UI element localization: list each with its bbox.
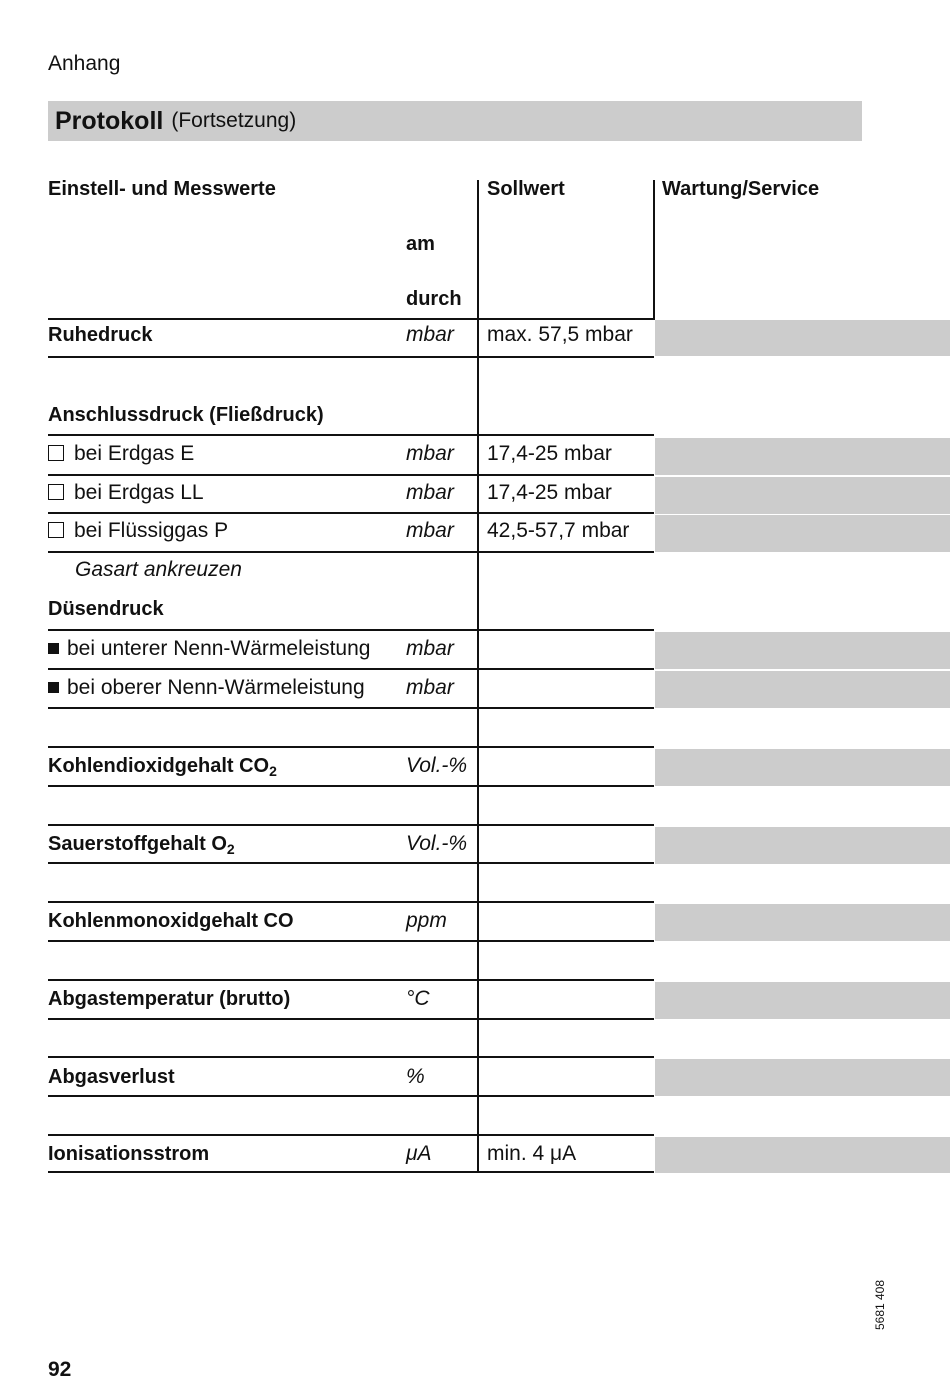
table-row — [0, 552, 950, 591]
row-label: Kohlenmonoxidgehalt CO — [48, 910, 294, 932]
service-entry-cell — [655, 632, 950, 669]
row-unit: μA — [406, 1142, 432, 1165]
table-row — [0, 475, 950, 514]
row-unit: Vol.-% — [406, 754, 468, 777]
table-row — [0, 1135, 950, 1173]
table-row — [0, 825, 950, 864]
row-target: min. 4 μA — [487, 1142, 577, 1165]
row-label: Abgastemperatur (brutto) — [48, 988, 291, 1010]
row-target: 42,5-57,7 mbar — [487, 519, 630, 542]
row-label: bei Erdgas E — [48, 442, 194, 466]
row-unit: mbar — [406, 519, 454, 542]
service-entry-cell — [655, 438, 950, 475]
table-row — [0, 902, 950, 941]
table-row — [0, 591, 950, 630]
row-label: Düsendruck — [48, 598, 164, 620]
checkbox-icon[interactable] — [48, 484, 64, 500]
table-row — [0, 436, 950, 475]
table-row — [0, 980, 950, 1019]
row-unit: mbar — [406, 637, 454, 660]
table-row — [0, 319, 950, 357]
row-label: bei oberer Nenn-Wärmeleistung — [48, 676, 365, 700]
row-label: Sauerstoffgehalt $O_2$ — [48, 833, 235, 857]
row-label: Ruhedruck — [48, 324, 153, 346]
service-entry-cell — [655, 477, 950, 514]
table-row — [0, 1057, 950, 1096]
row-label: Ionisationsstrom — [48, 1143, 210, 1165]
table-row — [0, 1019, 950, 1058]
row-target: 17,4-25 mbar — [487, 481, 612, 504]
row-label: Anschlussdruck (Fließdruck) — [48, 404, 324, 426]
row-unit: mbar — [406, 676, 454, 699]
table-row — [0, 630, 950, 669]
service-entry-cell — [655, 982, 950, 1019]
table-row — [0, 863, 950, 902]
row-unit: mbar — [406, 323, 454, 346]
header-service: Wartung/Service — [662, 178, 820, 200]
table-row — [0, 708, 950, 747]
service-entry-cell — [655, 320, 950, 356]
row-unit: ppm — [406, 909, 447, 932]
row-unit: mbar — [406, 481, 454, 504]
table-row — [0, 669, 950, 708]
checkbox-icon[interactable] — [48, 445, 64, 461]
header-target: Sollwert — [487, 178, 565, 200]
row-unit: Vol.-% — [406, 832, 468, 855]
checkbox-icon[interactable] — [48, 522, 64, 538]
page-number: 92 — [48, 1358, 72, 1381]
service-entry-cell — [655, 671, 950, 708]
row-label: bei Erdgas LL — [48, 481, 204, 505]
row-label: Kohlendioxidgehalt $CO_2$ — [48, 755, 277, 779]
bullet-square-icon — [48, 682, 59, 693]
service-entry-cell — [655, 827, 950, 864]
section-label: Anhang — [48, 52, 121, 75]
table-row — [0, 941, 950, 980]
header-values: Einstell- und Messwerte — [48, 178, 276, 200]
row-unit: °C — [406, 987, 430, 1010]
row-label: bei unterer Nenn-Wärmeleistung — [48, 637, 370, 661]
row-target: 17,4-25 mbar — [487, 442, 612, 465]
service-entry-cell — [655, 1059, 950, 1096]
row-label: bei Flüssiggas P — [48, 519, 228, 543]
table-row — [0, 747, 950, 786]
page-subtitle: (Fortsetzung) — [171, 109, 297, 132]
header-by-whom: durch — [406, 288, 462, 310]
service-entry-cell — [655, 904, 950, 941]
service-entry-cell — [655, 515, 950, 552]
service-entry-cell — [655, 749, 950, 786]
document-number: 5681 408 — [873, 1279, 887, 1331]
table-row — [0, 1096, 950, 1135]
bullet-square-icon — [48, 643, 59, 654]
service-entry-cell — [655, 1137, 950, 1173]
row-label: Abgasverlust — [48, 1066, 175, 1088]
row-unit: % — [406, 1065, 425, 1088]
table-row — [0, 357, 950, 436]
row-target: max. 57,5 mbar — [487, 323, 633, 346]
title-bar — [48, 101, 862, 141]
header-on-date: am — [406, 233, 435, 255]
row-note: Gasart ankreuzen — [75, 558, 242, 581]
page-title: Protokoll — [55, 106, 164, 135]
table-row — [0, 513, 950, 552]
row-unit: mbar — [406, 442, 454, 465]
column-divider-service — [653, 180, 655, 320]
row-rule — [48, 1171, 654, 1173]
table-row — [0, 786, 950, 825]
